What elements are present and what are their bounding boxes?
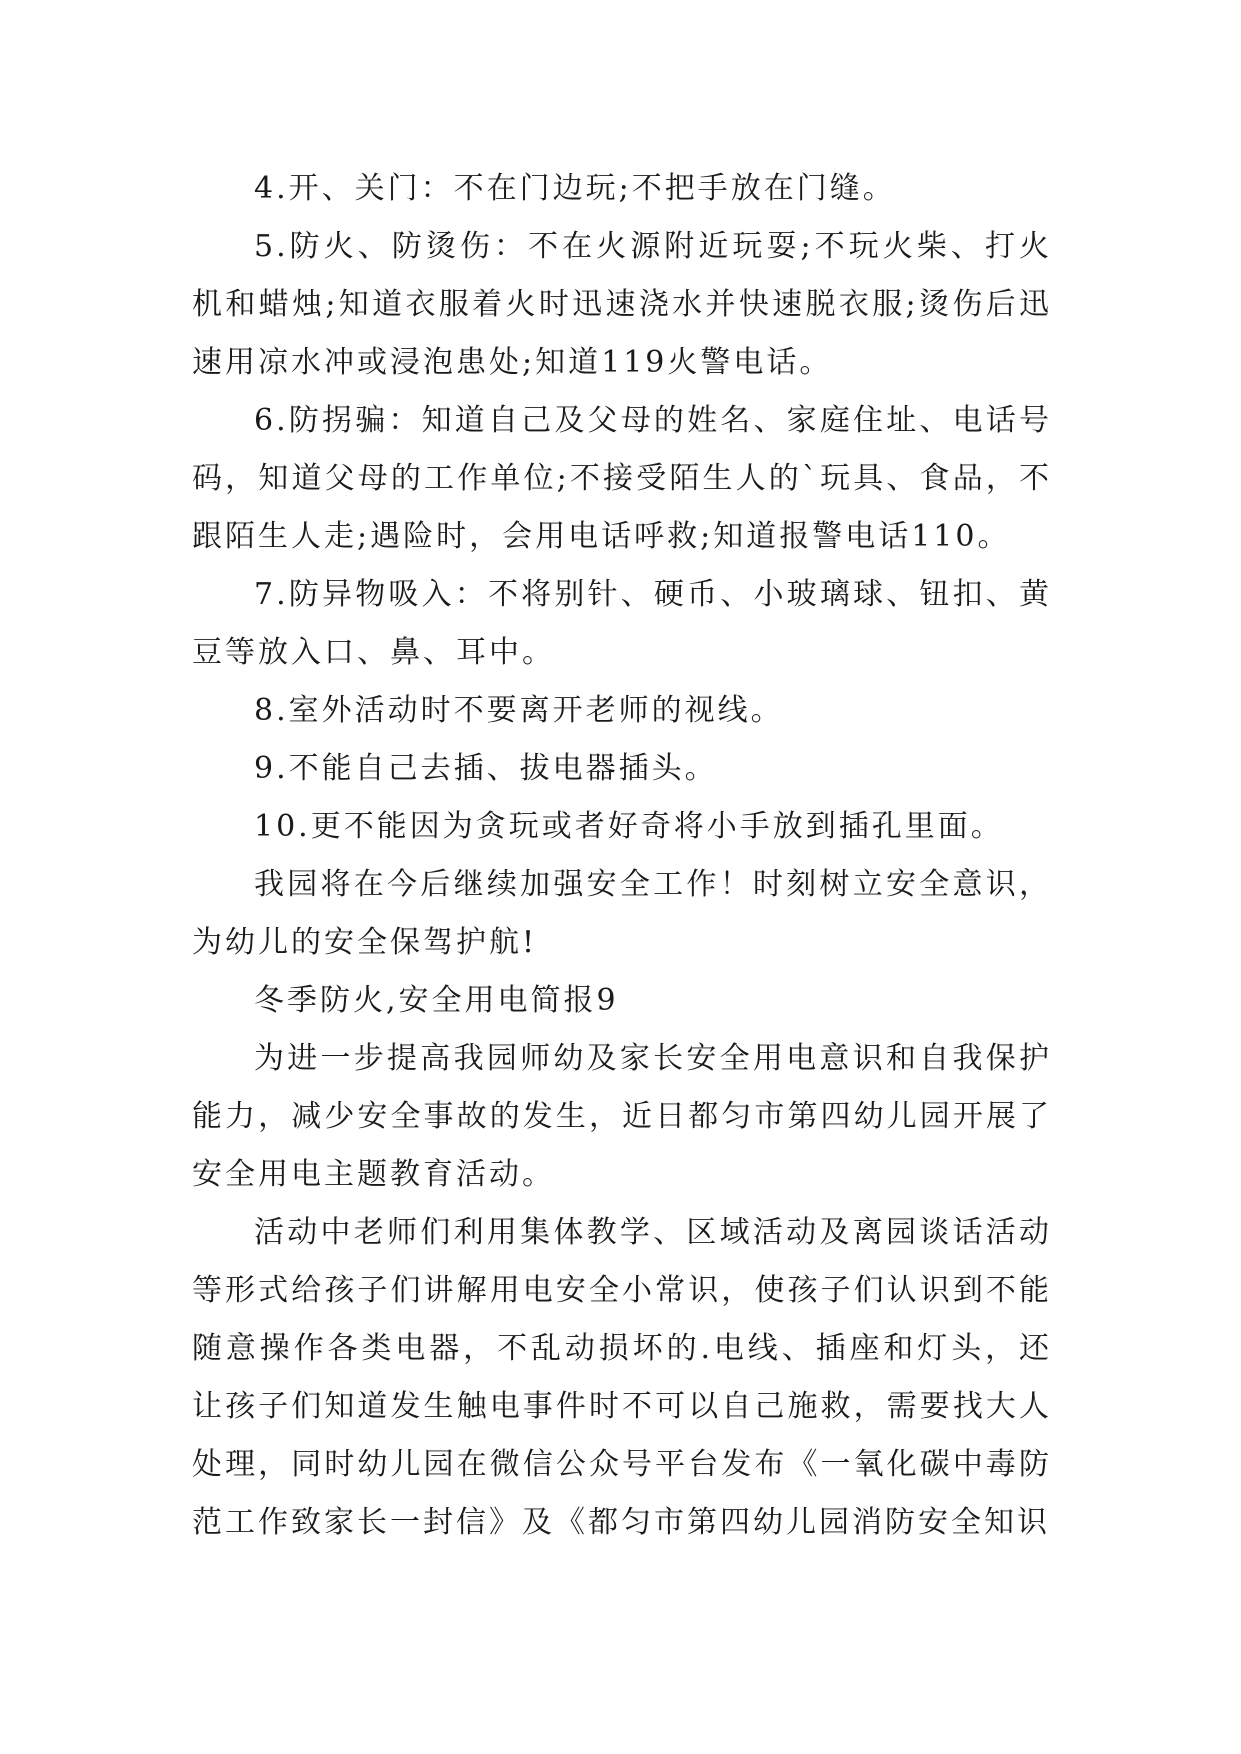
paragraph-socket-safety: 10.更不能因为贪玩或者好奇将小手放到插孔里面。: [254, 809, 1004, 844]
paragraph-intro: 为进一步提高我园师幼及家长安全用电意识和自我保护能力，减少安全事故的发生，近日都匀市第四幼儿园开展了安全用电主题教育活动。: [192, 1041, 1052, 1192]
paragraph-fire-burn-safety: 5.防火、防烫伤：不在火源附近玩耍;不玩火柴、打火机和蜡烛;知道衣服着火时迅速浇水并快速脱衣服;烫伤后迅速用凉水冲或浸泡患处;知道119火警电话。: [192, 229, 1052, 380]
document-body: [192, 160, 1052, 1552]
paragraph-activity: 活动中老师们利用集体教学、区域活动及离园谈话活动等形式给孩子们讲解用电安全小常识，使孩子们认识到不能随意操作各类电器，不乱动损坏的.电线、插座和灯头，还让孩子们知道发生触电事件时不可以自己施救，需要找大人处理，同时幼儿园在微信公众号平台发布《一氧化碳中毒防范工作致家长一封信》及《都匀市第四幼儿园消防安全知识: [192, 1215, 1052, 1540]
section-heading: 冬季防火,安全用电简报9: [254, 983, 619, 1018]
paragraph-door-safety: 4.开、关门：不在门边玩;不把手放在门缝。: [254, 171, 896, 206]
paragraph-anti-abduction: 6.防拐骗：知道自己及父母的姓名、家庭住址、电话号码，知道父母的工作单位;不接受陌生人的`玩具、食品，不跟陌生人走;遇险时，会用电话呼救;知道报警电话110。: [192, 403, 1052, 554]
paragraph-conclusion: 我园将在今后继续加强安全工作！时刻树立安全意识，为幼儿的安全保驾护航!: [192, 867, 1052, 960]
paragraph-foreign-object: 7.防异物吸入：不将别针、硬币、小玻璃球、钮扣、黄豆等放入口、鼻、耳中。: [192, 577, 1052, 670]
paragraph-electric-plug: 9.不能自己去插、拔电器插头。: [254, 751, 718, 786]
paragraph-outdoor-activity: 8.室外活动时不要离开老师的视线。: [254, 693, 784, 728]
